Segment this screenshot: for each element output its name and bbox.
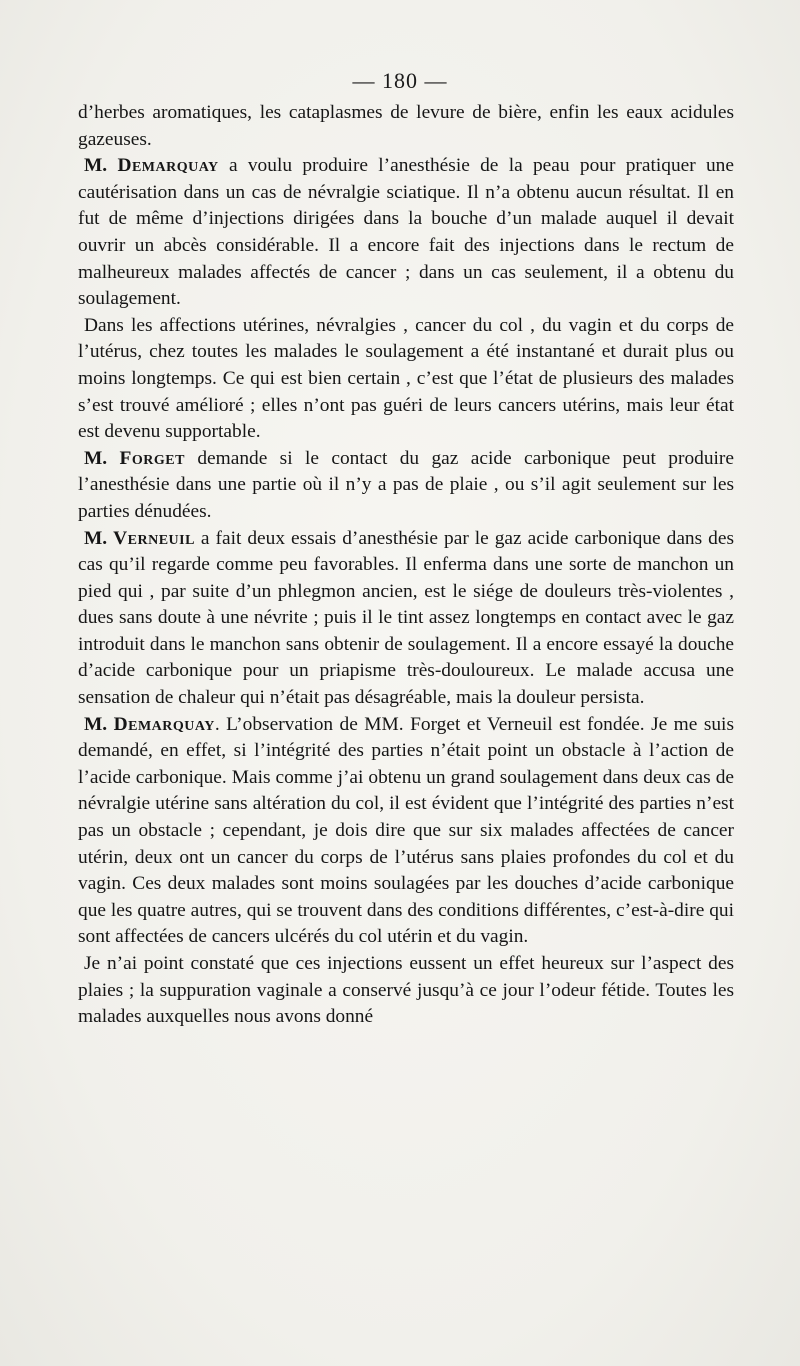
paragraph-text: a fait deux essais d’anesthésie par le gaz acide carbonique dans des cas qu’il regarde comme peu favorables. Il enferma dans une sorte de manchon un pied qui , par suite d’un phlegmon ancien, est le siége de douleurs très-violentes , dues sans doute à une névrite ; puis il le tint assez longtemps en contact avec le gaz introduit dans le manchon sans obtenir de soulagement. Il a encore essayé la douche d’acide carbonique pour un priapisme très-douloureux. Le malade accusa une sensation de chaleur qui n’était pas désagréable, mais la douleur persista.: [78, 527, 734, 709]
speaker-prefix: M.: [84, 155, 108, 177]
page-number: — 180 —: [352, 68, 448, 93]
speaker-prefix: M.: [84, 713, 108, 735]
paragraph-text: a voulu produire l’anesthésie de la peau pour pratiquer une cautérisation dans un cas de névralgie sciatique. Il n’a obtenu aucun résultat. Il en fut de même d’injections dirigées dans la bouche d’un malade auquel il devait ouvrir un abcès considérable. Il a encore fait des injections dans le rectum de malheureux malades affectés de cancer ; dans un cas seulement, il a obtenu du soulagement.: [78, 155, 734, 310]
paragraph-2: [78, 153, 734, 313]
speaker-prefix: M.: [84, 527, 108, 549]
speaker-name: Forget: [119, 447, 185, 469]
paragraph-text: Dans les affections utérines, névralgies , cancer du col , du vagin et du corps de l’utérus, chez toutes les malades le soulagement a été instantané et durait plus ou moins longtemps. Ce qui est bien certain , c’est que l’état de plusieurs des malades s’est trouvé amélioré ; elles n’ont pas guéri de leurs cancers utérins, mais leur état est devenu supportable.: [78, 314, 734, 443]
paragraph-4: [78, 446, 734, 526]
paragraph-5: [78, 526, 734, 712]
paragraph-text: Je n’ai point constaté que ces injections eussent un effet heureux sur l’aspect des plaies ; la suppuration vaginale a conservé jusqu’à ce jour l’odeur fétide. Toutes les malades auxquelles nous avons donné: [78, 953, 734, 1028]
paragraph-text: d’herbes aromatiques, les cataplasmes de levure de bière, enfin les eaux acidules gazeuses.: [78, 102, 734, 150]
body-text: [78, 100, 734, 1031]
paragraph-6: [78, 712, 734, 951]
speaker-name: Verneuil: [113, 527, 195, 549]
speaker-name: Demarquay: [117, 155, 219, 177]
speaker-prefix: M.: [84, 447, 108, 469]
speaker-name: Demarquay: [113, 713, 215, 735]
paragraph-7: [78, 951, 734, 1031]
paragraph-3: [78, 313, 734, 446]
paragraph-text: . L’observation de MM. Forget et Verneuil est fondée. Je me suis demandé, en effet, si l’intégrité des parties n’était point un obstacle à l’action de l’acide carbonique. Mais comme j’ai obtenu un grand soulagement dans deux cas de névralgie utérine sans altération du col, il est évident que l’intégrité des parties n’est pas un obstacle ; cependant, je dois dire que sur six malades affectées de cancer utérin, deux ont un cancer du corps de l’utérus sans plaies profondes du col et du vagin. Ces deux malades sont moins soulagées par les douches d’acide carbonique que les quatre autres, qui se trouvent dans des conditions différentes, c’est-à-dire qui sont affectées de cancers ulcérés du col utérin et du vagin.: [78, 713, 734, 948]
paragraph-text: demande si le contact du gaz acide carbonique peut produire l’anesthésie dans une partie où il n’y a pas de plaie , ou s’il agit seulement sur les parties dénudées.: [78, 447, 734, 522]
paragraph-1: [78, 100, 734, 153]
